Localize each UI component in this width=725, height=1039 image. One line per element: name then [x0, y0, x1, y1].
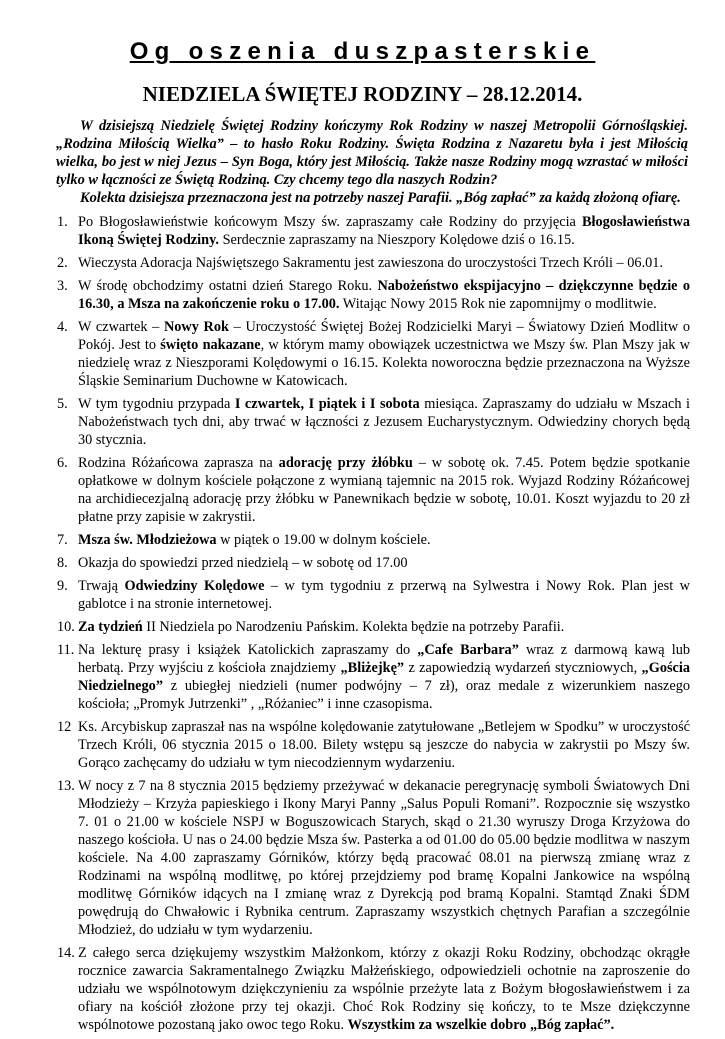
bold-text: „Cafe Barbara” — [417, 642, 519, 658]
bold-text: święto nakazane — [160, 337, 261, 353]
announcement-item — [57, 618, 690, 636]
announcement-text — [78, 577, 690, 613]
text-segment: W tym tygodniu przypada — [78, 396, 235, 412]
announcement-text — [78, 531, 690, 549]
announcement-text — [78, 777, 690, 939]
announcement-number: 9. — [57, 578, 68, 594]
announcement-number: 3. — [57, 278, 68, 294]
text-segment: W czwartek – — [78, 319, 164, 335]
bold-text: I czwartek, I piątek i I sobota — [234, 396, 420, 412]
text-segment: Ks. Arcybiskup zapraszał nas na wspólne kolędowanie zatytułowane „Betlejem w Spodku” w uroczystość Trzech Króli, 06 stycznia 2015 o 18.00. Bilety wstępu są jeszcze do nabycia w zakrystii po Mszy św. Gorąco zachęcamy do udziału w tym niecodziennym wydarzeniu. — [78, 719, 690, 771]
bold-text: Wszystkim za wszelkie dobro „Bóg zapłać”. — [347, 1017, 615, 1033]
text-segment: , w którym mamy obowiązek uczestnictwa we Mszy św. Plan Mszy jak w niedzielę wraz z Nieszporami Kolędowymi o 16.15. Kolekta noworoczna będzie przeznaczona na Wyższe Śląskie Seminarium Duchowne w Katowicach. — [78, 337, 690, 389]
announcement-item — [57, 454, 690, 526]
text-segment: Trwają — [78, 578, 125, 594]
bold-text: Błogosławieństwa Ikoną Świętej Rodziny. — [78, 214, 690, 248]
announcement-item — [57, 395, 690, 449]
announcement-number: 10. — [57, 619, 75, 635]
announcement-number: 12 — [57, 719, 72, 735]
page-subtitle: NIEDZIELA ŚWIĘTEJ RODZINY – 28.12.2014. — [142, 82, 583, 106]
announcement-item — [57, 318, 690, 390]
bold-text: Nowy Rok — [163, 319, 229, 335]
announcement-number: 11. — [57, 642, 75, 658]
text-segment: z zapowiedzią wydarzeń styczniowych, — [404, 660, 642, 676]
announcement-item — [57, 944, 690, 1034]
announcement-number: 6. — [57, 455, 68, 471]
text-segment: Okazja do spowiedzi przed niedzielą – w sobotę od 17.00 — [78, 555, 408, 571]
text-segment: Serdecznie zapraszamy na Nieszpory Kolędowe dziś o 16.15. — [219, 232, 575, 248]
announcement-text — [78, 618, 690, 636]
bold-text: Msza św. Młodzieżowa — [78, 532, 217, 548]
text-segment: wraz z darmową kawą lub herbatą. Przy wyjściu z kościoła znajdziemy — [78, 642, 691, 676]
text-segment: Witając Nowy 2015 Rok nie zapomnijmy o modlitwie. — [339, 296, 657, 312]
text-segment: – Uroczystość Świętej Bożej Rodzicielki Maryi – Światowy Dzień Modlitw o Pokój. Jest to — [78, 319, 690, 353]
text-segment: Na lekturę prasy i książek Katolickich zapraszamy do — [78, 642, 418, 658]
text-segment: W środę obchodzimy ostatni dzień Starego Roku. — [78, 278, 378, 294]
announcement-text — [78, 318, 690, 390]
announcement-text — [78, 277, 690, 313]
announcement-number: 4. — [57, 319, 68, 335]
intro-paragraph: W dzisiejszą Niedzielę Świętej Rodziny kończymy Rok Rodziny w naszej Metropolii Górnośląskiej. „Rodzina Miłością Wielka” – to hasło Roku Rodziny. Święta Rodzina z Nazaretu była i jest Miłością wielka, bo jest w niej Jezus – Syn Boga, który jest Miłością. Także nasze Rodziny mogą wzrastać w miłości tylko w łączności ze Świętą Rodziną. Czy chcemy tego dla naszych Rodzin? — [56, 118, 688, 188]
announcement-number: 7. — [57, 532, 68, 548]
bold-text: Za tydzień — [78, 619, 143, 635]
announcement-item — [57, 641, 690, 713]
text-segment: Wieczysta Adoracja Najświętszego Sakramentu jest zawieszona do uroczystości Trzech Króli – 06.01. — [78, 255, 664, 271]
text-segment: – w sobotę ok. 7.45. Potem będzie spotkanie opłatkowe w dolnym kościele połączone z wymianą tajemnic na 2015 rok. Wyjazd Rodziny Różańcowej na archidiecezjalną adorację przy żłóbku w Panewnikach będzie w sobotę, 10.01. Koszt wyjazdu to 20 zł płatne przy zapisie w zakrystii. — [78, 455, 690, 525]
announcement-number: 5. — [57, 396, 68, 412]
text-segment: Rodzina Różańcowa zaprasza na — [78, 455, 279, 471]
text-segment: – w tym tygodniu z przerwą na Sylwestra i Nowy Rok. Plan jest w gablotce i na stronie internetowej. — [78, 578, 690, 612]
intro-section — [56, 117, 688, 207]
announcement-number: 14. — [57, 945, 75, 961]
announcement-number: 2. — [57, 255, 68, 271]
text-segment: W nocy z 7 na 8 stycznia 2015 będziemy przeżywać w dekanacie peregrynację symboli Światowych Dni Młodzieży – Krzyża papieskiego i Ikony Maryi Panny „Salus Populi Romani”. Rozpocznie się wszystko 7. 01 o 21.00 w kościele NSPJ w Boguszowicach Starych, skąd o 21.30 wyruszy Droga Krzyżowa do naszego kościoła. U nas o 24.00 będzie Msza św. Pasterka a od 01.00 do 05.00 będzie modlitwa w naszym kościele. Na 4.00 zapraszamy Górników, którzy będą pracować 08.01 na pierwszą zmianę wraz z Rodzinami na wspólną modlitwę, po której przejdziemy pod bramę Kopalni Jankowice na wspólną modlitwę Górników idących na I zmianę wraz z Dyrekcją pod bramą Kopalni. Stamtąd Znaki ŚDM powędrują do Chwałowic i Rybnika centrum. Zapraszamy wszystkich chętnych Parafian a szczególnie Młodzież, do udziału w tym wydarzeniu. — [78, 778, 690, 938]
announcement-text — [78, 944, 690, 1034]
intro-collection-note: Kolekta dzisiejsza przeznaczona jest na potrzeby naszej Parafii. „Bóg zapłać” za każdą złożoną ofiarę. — [80, 190, 681, 206]
text-segment: w piątek o 19.00 w dolnym kościele. — [216, 532, 431, 548]
text-segment: Po Błogosławieństwie końcowym Mszy św. zapraszamy całe Rodziny do przyjęcia — [78, 214, 582, 230]
announcement-item — [57, 554, 690, 572]
announcement-number: 13. — [57, 778, 75, 794]
announcement-item — [57, 531, 690, 549]
announcement-item — [57, 777, 690, 939]
announcement-item — [57, 718, 690, 772]
text-segment: Z całego serca dziękujemy wszystkim Małżonkom, którzy z okazji Roku Rodziny, obchodząc okrągłe rocznice zawarcia Sakramentalnego Związku Małżeńskiego, odpowiedzieli ochotnie na zaproszenie do udziału we wspólnotowym dziękczynieniu za wspólnie przeżyte lata z Bożym błogosławieństwem i za ofiary na kościół złożone przy tej okazji. Choć Rok Rodziny się kończy, to te Msze dziękczynne wspólnotowe pozostaną jako owoc tego Roku. — [78, 945, 690, 1033]
bold-text: „Bliżejkę” — [340, 660, 405, 676]
bold-text: Nabożeństwo ekspijacyjno – dziękczynne będzie o 16.30, a Msza na zakończenie roku o 17.00. — [78, 278, 690, 312]
bold-text: Odwiedziny Kolędowe — [124, 578, 265, 594]
text-segment: miesiąca. Zapraszamy do udziału w Mszach i Nabożeństwach tych dni, aby trwać w łączności z Jezusem Eucharystycznym. Odwiedziny chorych będą 30 stycznia. — [78, 396, 690, 448]
announcement-text — [78, 554, 690, 572]
page-title: Og oszenia duszpasterskie — [129, 38, 596, 65]
announcement-item — [57, 577, 690, 613]
bold-text: adorację przy żłóbku — [278, 455, 413, 471]
announcement-list — [57, 213, 690, 1039]
announcement-text — [78, 213, 690, 249]
announcement-text — [78, 254, 690, 272]
announcement-number: 8. — [57, 555, 68, 571]
text-segment: II Niedziela po Narodzeniu Pańskim. Kolekta będzie na potrzeby Parafii. — [142, 619, 565, 635]
announcement-item — [57, 277, 690, 313]
text-segment: z ubiegłej niedzieli (numer podwójny – 7 zł), oraz medale z wizerunkiem naszego kościoła; „Promyk Jutrzenki” , „Różaniec” i inne czasopisma. — [78, 678, 690, 712]
announcement-item — [57, 213, 690, 249]
announcement-number: 1. — [57, 214, 68, 230]
announcement-text — [78, 454, 690, 526]
bold-text: „Gościa Niedzielnego” — [78, 660, 690, 694]
announcement-text — [78, 718, 690, 772]
announcement-item — [57, 254, 690, 272]
announcement-text — [78, 395, 690, 449]
announcement-text — [78, 641, 690, 713]
